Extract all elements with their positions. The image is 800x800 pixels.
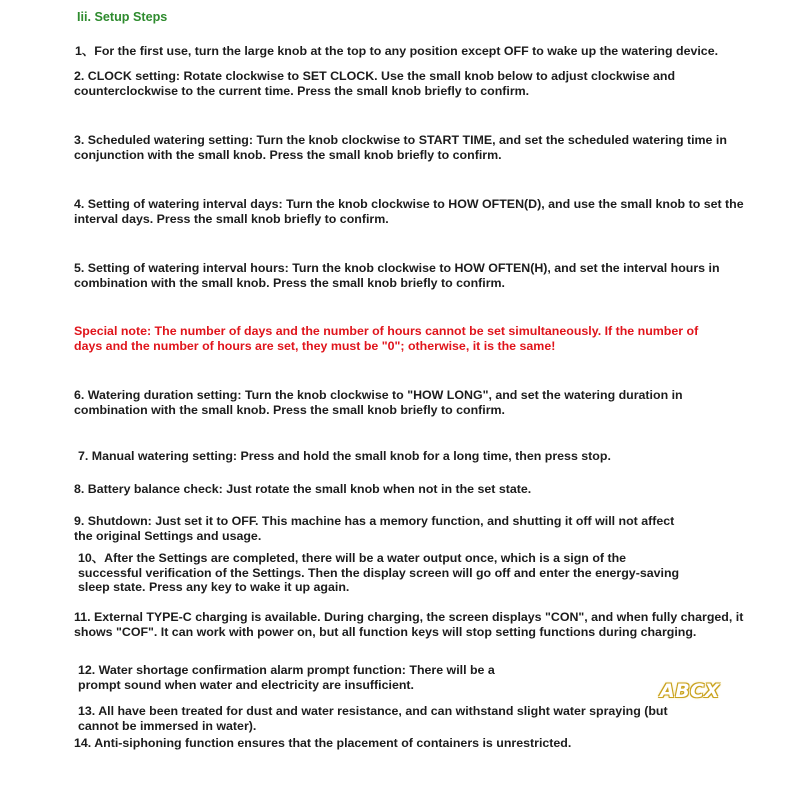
step-9: 9. Shutdown: Just set it to OFF. This machine has a memory function, and shutting it off will not affect the original Settings and usage. xyxy=(74,514,675,543)
step-6: 6. Watering duration setting: Turn the knob clockwise to "HOW LONG", and set the watering duration in combination with the small knob. Press the small knob briefly to confirm. xyxy=(74,388,683,417)
step-4: 4. Setting of watering interval days: Turn the knob clockwise to HOW OFTEN(D), and use the small knob to set the interval days. Press the small knob briefly to confirm. xyxy=(74,197,744,226)
step-14: 14. Anti-siphoning function ensures that the placement of containers is unrestricted. xyxy=(74,736,572,750)
step-1: 1、For the first use, turn the large knob at the top to any position except OFF to wake up the watering device. xyxy=(75,44,719,58)
step-11: 11. External TYPE-C charging is available. During charging, the screen displays "CON", and when fully charged, it shows "COF". It can work with power on, but all function keys will stop setting functions during charging. xyxy=(74,610,744,639)
step-7: 7. Manual watering setting: Press and hold the small knob for a long time, then press stop. xyxy=(78,449,611,463)
step-10: 10、After the Settings are completed, there will be a water output once, which is a sign of the successful verification of the Settings. Then the display screen will go off and enter the energy-saving sleep state. Press any key to wake it up again. xyxy=(78,551,680,594)
step-3: 3. Scheduled watering setting: Turn the knob clockwise to START TIME, and set the scheduled watering time in conjunction with the small knob. Press the small knob briefly to confirm. xyxy=(74,133,727,162)
step-2: 2. CLOCK setting: Rotate clockwise to SET CLOCK. Use the small knob below to adjust clockwise and counterclockwise to the current time. Press the small knob briefly to confirm. xyxy=(74,69,676,98)
step-5: 5. Setting of watering interval hours: Turn the knob clockwise to HOW OFTEN(H), and set the interval hours in combination with the small knob. Press the small knob briefly to confirm. xyxy=(74,261,720,290)
step-8: 8. Battery balance check: Just rotate the small knob when not in the set state. xyxy=(74,482,532,496)
special-note: Special note: The number of days and the number of hours cannot be set simultaneously. If the number of days and the number of hours are set, they must be "0"; otherwise, it is the same! xyxy=(74,324,699,353)
step-13: 13. All have been treated for dust and water resistance, and can withstand slight water spraying (but cannot be immersed in water). xyxy=(78,704,668,733)
section-title: Iii. Setup Steps xyxy=(77,10,168,24)
watermark-logo: ABCX xyxy=(660,680,720,702)
step-12: 12. Water shortage confirmation alarm prompt function: There will be a prompt sound when water and electricity are insufficient. xyxy=(78,663,495,692)
